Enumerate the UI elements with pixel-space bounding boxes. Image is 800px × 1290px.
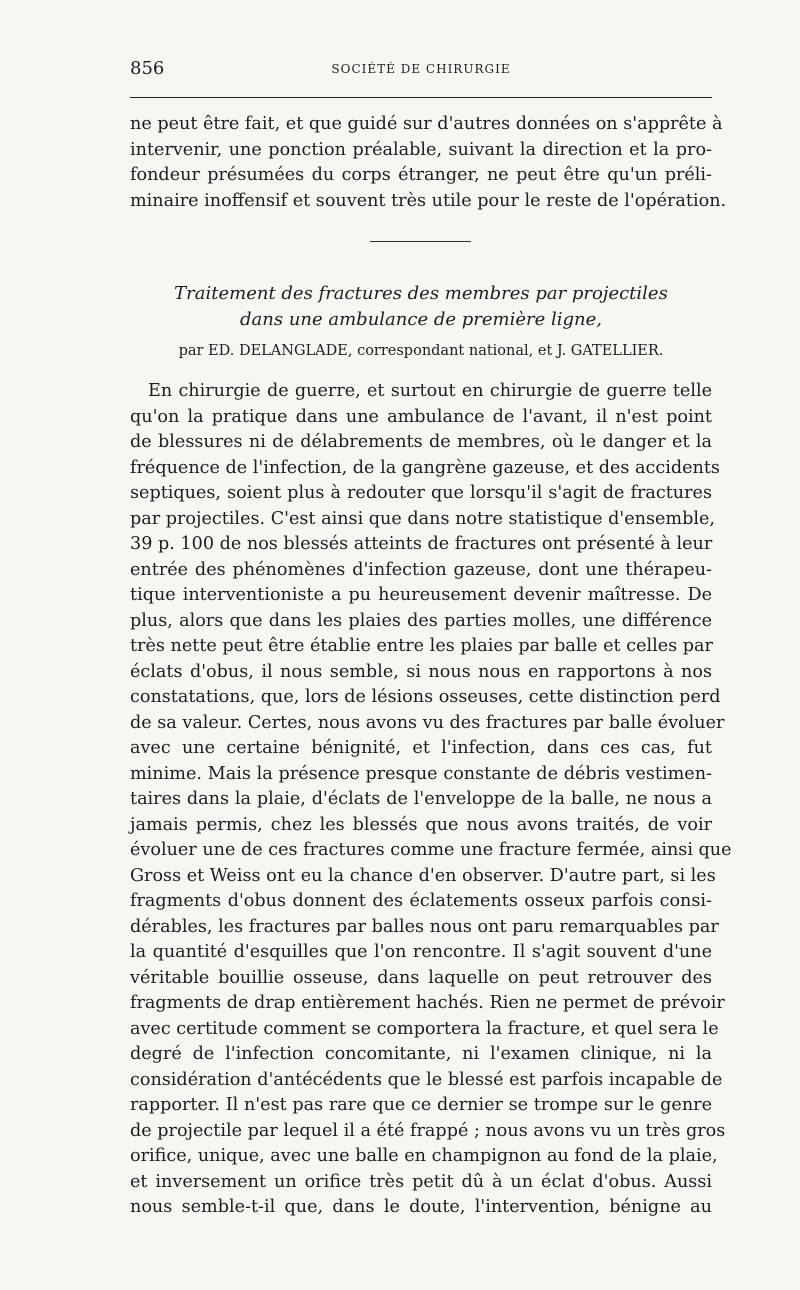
text-line: tique interventioniste a pu heureusement devenir maîtresse. De <box>130 585 712 605</box>
text-line: En chirurgie de guerre, et surtout en chirurgie de guerre telle <box>148 381 712 401</box>
text-line: minime. Mais la présence presque constante de débris vestimen- <box>130 763 712 784</box>
text-line: entrée des phénomènes d'infection gazeuse, dont une thérapeu- <box>130 559 712 580</box>
text-line: dérables, les fractures par balles nous ont paru remarquables par <box>130 916 719 937</box>
text-line: de sa valeur. Certes, nous avons vu des fractures par balle évoluer <box>130 712 725 733</box>
text-line: orifice, unique, avec une balle en champignon au fond de la plaie, <box>130 1146 718 1166</box>
text-line: nous semble-t-il que, dans le doute, l'intervention, bénigne au <box>130 1197 712 1217</box>
text-line: fragments d'obus donnent des éclatements osseux parfois consi- <box>130 891 712 911</box>
text-line: degré de l'infection concomitante, ni l'examen clinique, ni la <box>130 1044 712 1064</box>
text-line: avec une certaine bénignité, et l'infection, dans ces cas, fut <box>130 738 712 758</box>
text-line: considération d'antécédents que le blessé est parfois incapable de <box>130 1069 723 1090</box>
text-line: septiques, soient plus à redouter que lorsqu'il s'agit de fractures <box>130 483 712 503</box>
text-line: ne peut être fait, et que guidé sur d'autres données on s'apprête à <box>130 114 723 134</box>
section-separator <box>370 241 471 242</box>
text-line: intervenir, une ponction préalable, suivant la direction et la pro- <box>130 139 712 160</box>
text-line: avec certitude comment se comportera la fracture, et quel sera le <box>130 1018 719 1039</box>
text-line: fréquence de l'infection, de la gangrène gazeuse, et des accidents <box>130 457 720 478</box>
paragraph-1 <box>130 112 727 214</box>
text-line: éclats d'obus, il nous semble, si nous nous en rapportons à nos <box>130 661 712 682</box>
text-line: fragments de drap entièrement hachés. Rien ne permet de prévoir <box>130 993 725 1013</box>
page-number: 856 <box>130 58 165 79</box>
text-line: 39 p. 100 de nos blessés atteints de fractures ont présenté à leur <box>130 534 713 554</box>
text-line: fondeur présumées du corps étranger, ne peut être qu'un préli- <box>130 165 712 185</box>
text-line: de blessures ni de délabrements de membres, où le danger et la <box>130 432 712 452</box>
article-title-line-2: dans une ambulance de première ligne, <box>240 309 602 330</box>
text-line: qu'on la pratique dans une ambulance de l'avant, il n'est point <box>130 406 712 427</box>
text-line: très nette peut être établie entre les plaies par balle et celles par <box>130 636 713 656</box>
text-line: la quantité d'esquilles que l'on rencontre. Il s'agit souvent d'une <box>130 942 712 962</box>
text-line: et inversement un orifice très petit dû à un éclat d'obus. Aussi <box>130 1171 712 1192</box>
header-rule <box>130 97 712 98</box>
text-line: Gross et Weiss ont eu la chance d'en observer. D'autre part, si les <box>130 865 716 886</box>
text-line: taires dans la plaie, d'éclats de l'enveloppe de la balle, ne nous a <box>130 789 712 809</box>
text-line: de projectile par lequel il a été frappé ; nous avons vu un très gros <box>130 1120 726 1141</box>
text-line: plus, alors que dans les plaies des parties molles, une différence <box>130 610 712 631</box>
text-line: évoluer une de ces fractures comme une fracture fermée, ainsi que <box>130 840 732 860</box>
text-line: par projectiles. C'est ainsi que dans notre statistique d'ensemble, <box>130 508 715 529</box>
text-line: constatations, que, lors de lésions osseuses, cette distinction perd <box>130 687 721 707</box>
text-line: véritable bouillie osseuse, dans laquelle on peut retrouver des <box>130 967 712 988</box>
text-line: rapporter. Il n'est pas rare que ce dernier se trompe sur le genre <box>130 1095 712 1115</box>
page-header <box>130 58 712 88</box>
paragraph-2 <box>130 379 732 1221</box>
article-byline: par ED. DELANGLADE, correspondant national, et J. GATELLIER. <box>178 343 664 359</box>
running-head: SOCIÉTÉ DE CHIRURGIE <box>331 62 511 76</box>
text-line: jamais permis, chez les blessés que nous avons traités, de voir <box>130 814 712 835</box>
text-line: minaire inoffensif et souvent très utile pour le reste de l'opération. <box>130 190 727 211</box>
article-title-line-1: Traitement des fractures des membres par projectiles <box>174 283 668 304</box>
